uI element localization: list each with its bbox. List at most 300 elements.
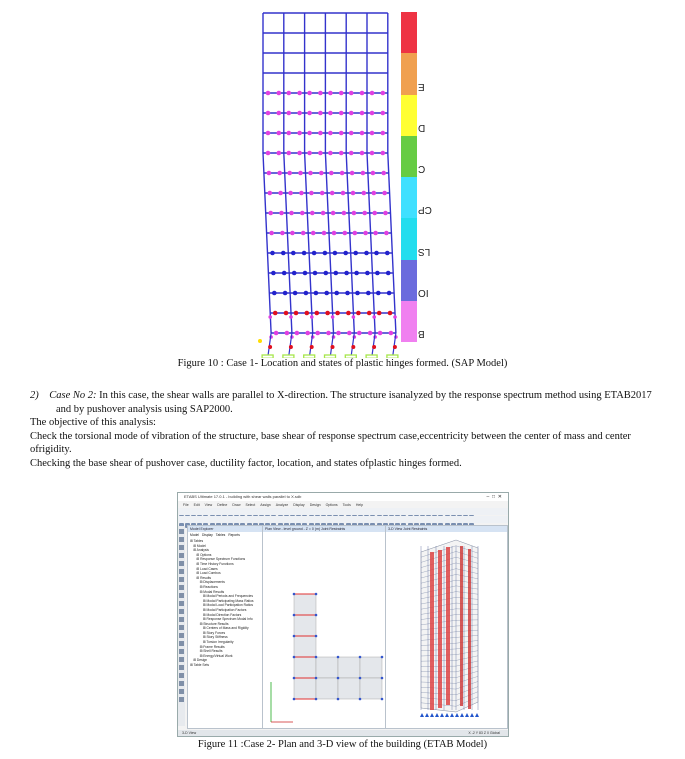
tree-item[interactable]: ⊞ Analysis	[193, 548, 209, 553]
toolbar-icon[interactable]	[179, 545, 184, 550]
plastic-hinge	[285, 331, 290, 336]
menu-item[interactable]: View	[204, 503, 213, 507]
legend-swatch	[401, 218, 417, 259]
plan-bay	[316, 678, 338, 699]
plan-bay	[294, 636, 316, 657]
menu-item[interactable]: Help	[355, 503, 364, 507]
plastic-hinge	[291, 251, 296, 256]
objective-line-2: Checking the base shear of pushover case, ductility factor, location, and states ofplastic hinges formed.	[30, 457, 462, 469]
plastic-hinge	[323, 251, 328, 256]
plastic-hinge	[311, 231, 316, 236]
plastic-hinge	[368, 331, 373, 336]
tree-item[interactable]: ⊞ Torsion Irregularity	[202, 640, 234, 645]
plastic-hinge	[362, 211, 367, 216]
plan-joint	[381, 677, 384, 680]
plastic-hinge	[320, 191, 325, 196]
plastic-hinge	[282, 271, 287, 276]
plastic-hinge	[373, 231, 378, 236]
plastic-hinge	[292, 271, 297, 276]
plastic-hinge	[297, 91, 302, 96]
tree-item[interactable]: ⊞ Frame Results	[199, 644, 225, 649]
plastic-hinge	[266, 151, 271, 156]
toolbar-icon[interactable]	[179, 633, 184, 638]
plastic-hinge	[356, 311, 361, 316]
plastic-hinge	[366, 291, 371, 296]
plastic-hinge	[305, 311, 310, 316]
plastic-hinge	[352, 315, 356, 319]
support-3d	[455, 713, 459, 717]
menu-item[interactable]: Design	[309, 503, 321, 507]
plastic-hinge	[279, 211, 284, 216]
support-3d	[460, 713, 464, 717]
plan-joint	[293, 677, 296, 680]
plastic-hinge	[360, 91, 365, 96]
plastic-hinge	[385, 251, 390, 256]
plastic-hinge	[268, 315, 272, 319]
plastic-hinge	[287, 131, 292, 136]
plastic-hinge	[310, 345, 314, 349]
toolbar-icon[interactable]	[179, 697, 184, 702]
plastic-hinge	[332, 231, 337, 236]
status-right: X -2 Y 83 Z 0 Global	[468, 731, 500, 735]
plan-joint	[315, 677, 318, 680]
plastic-hinge	[353, 231, 358, 236]
plastic-hinge	[370, 111, 375, 116]
plastic-hinge	[372, 211, 377, 216]
plastic-hinge	[302, 251, 307, 256]
plastic-hinge	[315, 331, 320, 336]
plastic-hinge	[274, 331, 279, 336]
tree-item[interactable]: ⊞ Shell Results	[199, 649, 223, 654]
plastic-hinge	[305, 331, 310, 336]
tree-item[interactable]: ⊞ Load Cases	[196, 566, 218, 571]
explorer-tab[interactable]: Tables	[215, 533, 226, 537]
plan-bay	[360, 678, 382, 699]
plastic-hinge	[318, 111, 323, 116]
toolbar-icon[interactable]	[179, 577, 184, 582]
plastic-hinge	[307, 151, 312, 156]
status-bar	[178, 730, 508, 736]
support-3d	[435, 713, 439, 717]
plastic-hinge	[375, 271, 380, 276]
plastic-hinge	[361, 171, 366, 176]
3d-view-pane	[385, 525, 508, 729]
plastic-hinge	[289, 345, 293, 349]
toolbar-icon[interactable]	[179, 689, 184, 694]
plastic-hinge	[360, 131, 365, 136]
plastic-hinge	[334, 291, 339, 296]
toolbar-icon[interactable]	[179, 537, 184, 542]
plastic-hinge	[367, 311, 372, 316]
toolbar-icon[interactable]	[179, 609, 184, 614]
plastic-hinge	[355, 291, 360, 296]
plastic-hinge	[364, 251, 369, 256]
plastic-hinge	[307, 131, 312, 136]
toolbar-icon[interactable]	[179, 641, 184, 646]
plan-joint	[315, 593, 318, 596]
plastic-hinge	[374, 251, 379, 256]
plastic-hinge	[372, 191, 377, 196]
tree-item[interactable]: ⊞ Tables	[190, 539, 204, 543]
plan-bay	[338, 678, 360, 699]
plan-bay	[316, 657, 338, 678]
tree-item[interactable]: ⊞ Table Sets	[190, 663, 210, 668]
plastic-hinge	[357, 331, 362, 336]
plastic-hinge	[266, 131, 271, 136]
plastic-hinge	[388, 311, 393, 316]
plastic-hinge	[371, 171, 376, 176]
plastic-hinge	[287, 151, 292, 156]
plastic-hinge	[344, 271, 349, 276]
plastic-hinge	[277, 91, 282, 96]
plastic-hinge	[287, 171, 292, 176]
plastic-hinge	[329, 171, 334, 176]
plastic-hinge	[288, 191, 293, 196]
tree-item[interactable]: ⊞ Modal Load Participation Ratios	[202, 603, 254, 608]
plan-joint	[359, 656, 362, 659]
plastic-hinge	[287, 111, 292, 116]
plan-bay	[294, 657, 316, 678]
plastic-hinge	[349, 131, 354, 136]
plastic-hinge	[339, 111, 344, 116]
plan-joint	[293, 698, 296, 701]
case-number: 2)	[30, 390, 39, 401]
plastic-hinge	[268, 211, 273, 216]
plastic-hinge	[280, 231, 285, 236]
support-3d	[430, 713, 434, 717]
plastic-hinge	[349, 111, 354, 116]
tree-item[interactable]: ⊞ Modal Results	[199, 589, 225, 594]
toolbar-icon[interactable]	[179, 673, 184, 678]
plastic-hinge	[328, 111, 333, 116]
tree-item[interactable]: ⊞ Story Forces	[202, 630, 226, 635]
plastic-hinge	[370, 91, 375, 96]
plastic-hinge	[382, 191, 387, 196]
plan-joint	[293, 614, 296, 617]
plan-joint	[337, 656, 340, 659]
plastic-hinge	[266, 91, 271, 96]
toolbar-icon[interactable]	[179, 681, 184, 686]
left-toolbar	[178, 526, 185, 726]
legend-swatch	[401, 12, 417, 53]
plastic-hinge	[324, 291, 329, 296]
plastic-hinge	[313, 271, 318, 276]
plastic-hinge	[326, 331, 331, 336]
support-3d	[465, 713, 469, 717]
body-text	[30, 389, 660, 470]
plastic-hinge	[267, 171, 272, 176]
plastic-hinge	[386, 271, 391, 276]
plastic-hinge	[330, 191, 335, 196]
tree-item[interactable]: ⊞ Energy/Virtual Work	[199, 653, 233, 658]
support-3d	[450, 713, 454, 717]
plastic-hinge	[283, 291, 288, 296]
objective-heading: The objective of this analysis:	[30, 417, 156, 428]
figure-11-caption: Figure 11 :Case 2- Plan and 3-D view of the building (ETAB Model)	[197, 739, 488, 750]
plastic-hinge	[352, 211, 357, 216]
plastic-hinge	[362, 191, 367, 196]
plastic-hinge	[370, 131, 375, 136]
plastic-hinge	[389, 331, 394, 336]
support-3d	[470, 713, 474, 717]
plastic-hinge	[307, 91, 312, 96]
plastic-hinge	[290, 231, 295, 236]
plan-bay	[294, 678, 316, 699]
plan-view-title: Plan View - level ground - Z = 0 (m) Joint Restraints	[263, 526, 385, 532]
legend-label: D	[418, 121, 426, 133]
toolbar-icon[interactable]	[179, 529, 184, 534]
explorer-tab[interactable]: Reports	[228, 533, 240, 537]
plastic-hinge	[381, 91, 386, 96]
plan-bay	[338, 657, 360, 678]
tree-item[interactable]: ⊞ Centers of Mass and Rigidity	[202, 626, 249, 631]
toolbar-icon[interactable]	[179, 569, 184, 574]
plastic-hinge	[365, 271, 370, 276]
frame-column	[388, 13, 396, 333]
plastic-hinge	[318, 131, 323, 136]
plastic-hinge	[309, 191, 314, 196]
plastic-hinge	[297, 131, 302, 136]
plastic-hinge	[295, 331, 300, 336]
plastic-hinge	[331, 345, 335, 349]
tree-item[interactable]: ⊞ Structure Results	[199, 621, 229, 626]
plastic-hinge	[307, 111, 312, 116]
plastic-hinge	[310, 211, 315, 216]
plastic-hinge	[314, 291, 319, 296]
toolbar-icon[interactable]	[179, 625, 184, 630]
menu-item[interactable]: Select	[245, 503, 256, 507]
plastic-hinge	[268, 191, 273, 196]
shear-wall-3d	[438, 550, 442, 708]
plastic-hinge	[321, 211, 326, 216]
toolbar-1	[178, 508, 508, 515]
case-2-paragraph	[30, 389, 660, 416]
plastic-hinge	[336, 331, 341, 336]
plastic-hinge	[272, 291, 277, 296]
legend-swatch	[401, 301, 417, 342]
plan-joint	[315, 698, 318, 701]
plan-bay	[294, 615, 316, 636]
objective-line-1: Check the torsional mode of vibration of the structure, base shear of response spectrum case,eccentricity between the center of mass and center ofrigidity.	[30, 430, 631, 455]
plastic-hinge	[333, 251, 338, 256]
plastic-hinge	[277, 111, 282, 116]
legend-label: LS	[418, 245, 431, 257]
shear-wall-3d	[460, 546, 463, 706]
plastic-hinge	[360, 151, 365, 156]
plastic-hinge	[284, 311, 289, 316]
explorer-tab[interactable]: Display	[201, 533, 213, 537]
plan-bay	[294, 594, 316, 615]
plastic-hinge	[258, 339, 262, 343]
3d-view-drawing	[386, 532, 507, 727]
plastic-hinge	[289, 211, 294, 216]
plastic-hinge	[325, 311, 330, 316]
plan-joint	[359, 677, 362, 680]
menu-item[interactable]: Edit	[193, 503, 200, 507]
menu-item[interactable]: Analyze	[275, 503, 289, 507]
toolbar-icon[interactable]	[179, 649, 184, 654]
toolbar-icon[interactable]	[179, 561, 184, 566]
support-3d	[440, 713, 444, 717]
menu-item[interactable]: Tools	[342, 503, 351, 507]
tree-item[interactable]: ⊞ Time History Functions	[196, 561, 234, 566]
plastic-hinge	[360, 111, 365, 116]
tree-item[interactable]: ⊞ Modal Periods and Frequencies	[202, 594, 254, 599]
plastic-hinge	[277, 131, 282, 136]
plastic-hinge	[343, 231, 348, 236]
plastic-hinge	[376, 291, 381, 296]
plastic-hinge	[293, 291, 298, 296]
menu-item[interactable]: Draw	[232, 503, 241, 507]
toolbar-icon[interactable]	[179, 553, 184, 558]
plastic-hinge	[350, 171, 355, 176]
plan-joint	[293, 635, 296, 638]
plastic-hinge	[289, 315, 293, 319]
plastic-hinge	[377, 311, 382, 316]
plastic-hinge	[270, 251, 275, 256]
tree-item[interactable]: ⊞ Reactions	[199, 584, 218, 589]
plastic-hinge	[298, 171, 303, 176]
plastic-hinge	[349, 91, 354, 96]
plastic-hinge	[384, 231, 389, 236]
plastic-hinge	[347, 331, 352, 336]
plan-joint	[293, 593, 296, 596]
case-label: Case No 2:	[49, 390, 97, 401]
toolbar-icon[interactable]	[179, 617, 184, 622]
plastic-hinge	[372, 345, 376, 349]
tree-item[interactable]: ⊞ Modal Participation Factors	[202, 607, 247, 612]
plastic-hinge	[324, 271, 329, 276]
plastic-hinge	[277, 171, 282, 176]
plastic-hinge	[277, 151, 282, 156]
plastic-hinge	[281, 251, 286, 256]
plastic-hinge	[328, 151, 333, 156]
window-controls: – □ ✕	[486, 494, 502, 500]
legend-swatch	[401, 260, 417, 301]
legend-swatch	[401, 95, 417, 136]
tree-item[interactable]: ⊞ Options	[196, 552, 212, 557]
plastic-hinge	[393, 345, 397, 349]
plastic-hinge	[315, 311, 320, 316]
plastic-hinge	[353, 251, 358, 256]
plastic-hinge	[343, 251, 348, 256]
shear-wall-3d	[446, 547, 450, 705]
plastic-hinge	[339, 131, 344, 136]
toolbar-icon[interactable]	[179, 593, 184, 598]
tree-item[interactable]: ⊞ Response Spectrum Functions	[196, 557, 246, 562]
tree-item[interactable]: ⊞ Story Stiffness	[202, 635, 228, 640]
plastic-hinge	[268, 345, 272, 349]
plastic-hinge	[383, 211, 388, 216]
plan-view-pane	[262, 525, 386, 729]
shear-wall-3d	[430, 552, 434, 710]
tree-item[interactable]: ⊞ Response Spectrum Modal Info	[202, 617, 253, 622]
support-3d	[425, 713, 429, 717]
tree-item[interactable]: ⊞ Displacements	[199, 580, 225, 585]
menu-item[interactable]: Define	[217, 503, 228, 507]
plastic-hinge	[331, 211, 336, 216]
plastic-hinge	[331, 315, 335, 319]
toolbar-icon[interactable]	[179, 601, 184, 606]
plastic-hinge	[387, 291, 392, 296]
legend-label: IO	[418, 286, 429, 298]
toolbar-icon[interactable]	[179, 585, 184, 590]
plastic-hinge	[308, 171, 313, 176]
plastic-hinge	[341, 191, 346, 196]
plastic-hinge	[381, 171, 386, 176]
tree-item[interactable]: ⊞ Design	[193, 658, 208, 663]
plastic-hinge	[328, 91, 333, 96]
plastic-hinge	[351, 191, 356, 196]
plan-joint	[315, 614, 318, 617]
toolbar-2	[178, 516, 508, 523]
plastic-hinge	[303, 271, 308, 276]
plastic-hinge	[372, 315, 376, 319]
model-explorer-pane	[187, 525, 263, 729]
toolbar-icon[interactable]	[179, 657, 184, 662]
legend-swatch	[401, 136, 417, 177]
plastic-hinge	[301, 231, 306, 236]
tree-item[interactable]: ⊞ Modal Participating Mass Ratios	[202, 598, 254, 603]
plastic-hinge	[346, 311, 351, 316]
plan-joint	[315, 635, 318, 638]
plastic-hinge	[363, 231, 368, 236]
plastic-hinge	[342, 211, 347, 216]
explorer-tab[interactable]: Model	[190, 533, 199, 537]
plastic-hinge	[345, 291, 350, 296]
plastic-hinge	[278, 191, 283, 196]
plan-view-drawing	[263, 532, 385, 727]
legend-label: CP	[418, 204, 432, 216]
plastic-hinge	[297, 151, 302, 156]
toolbar-icon[interactable]	[179, 665, 184, 670]
menu-item[interactable]: Display	[293, 503, 305, 507]
legend-swatch	[401, 177, 417, 218]
plastic-hinge	[318, 91, 323, 96]
shear-wall-3d	[468, 549, 471, 709]
legend-label: C	[418, 163, 426, 174]
plastic-hinge	[266, 111, 271, 116]
menu-item[interactable]: Assign	[260, 503, 271, 507]
plastic-hinge	[318, 151, 323, 156]
tree-item[interactable]: ⊞ Results	[196, 575, 212, 580]
support-3d	[420, 713, 424, 717]
menu-item[interactable]: Options	[325, 503, 338, 507]
plastic-hinge	[339, 91, 344, 96]
legend-swatch	[401, 53, 417, 94]
figure-10-caption: Figure 10 : Case 1- Location and states of plastic hinges formed. (SAP Model)	[177, 358, 508, 369]
model-explorer-title: Model Explorer	[188, 526, 262, 532]
status-left: 3-D View	[182, 731, 197, 735]
plan-bay	[360, 657, 382, 678]
plastic-hinge	[312, 251, 317, 256]
window-title: ETABS Ultimate 17.0.1 - building with shear walls parallel to X.sdb	[184, 494, 302, 499]
tree-item[interactable]: ⊞ Load Combos	[196, 571, 221, 576]
plastic-hinge	[300, 211, 305, 216]
plastic-hinge	[297, 111, 302, 116]
tree-item[interactable]: ⊞ Model	[193, 543, 206, 548]
legend-label: E	[418, 80, 425, 92]
menu-item[interactable]: File	[183, 503, 189, 507]
support-3d	[445, 713, 449, 717]
plastic-hinge	[340, 171, 345, 176]
plan-joint	[337, 698, 340, 701]
plastic-hinge	[335, 311, 340, 316]
plastic-hinge	[334, 271, 339, 276]
plastic-hinge	[351, 345, 355, 349]
plastic-hinge	[370, 151, 375, 156]
tree-item[interactable]: ⊞ Modal Direction Factors	[202, 612, 242, 617]
